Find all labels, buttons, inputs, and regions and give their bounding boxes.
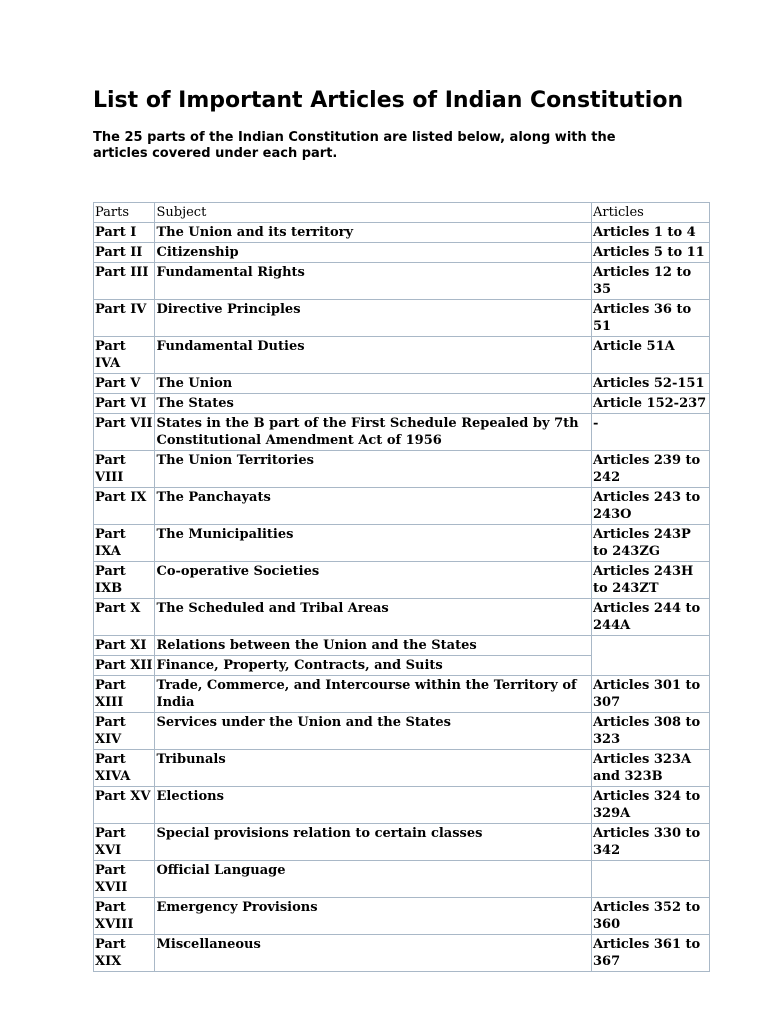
cell-part: Part IX bbox=[94, 488, 155, 525]
cell-subject: Citizenship bbox=[155, 243, 592, 263]
table-row bbox=[94, 243, 710, 263]
cell-articles: Articles 323A and 323B bbox=[592, 750, 710, 787]
cell-articles: Articles 352 to 360 bbox=[592, 898, 710, 935]
cell-articles: Articles 330 to 342 bbox=[592, 824, 710, 861]
cell-part: Part XIX bbox=[94, 935, 155, 972]
cell-part: Part XII bbox=[94, 656, 155, 676]
cell-articles: Articles 5 to 11 bbox=[592, 243, 710, 263]
table-row bbox=[94, 824, 710, 861]
cell-articles: Articles 324 to 329A bbox=[592, 787, 710, 824]
cell-articles: Articles 243H to 243ZT bbox=[592, 562, 710, 599]
cell-part: Part XV bbox=[94, 787, 155, 824]
cell-part: Part XIVA bbox=[94, 750, 155, 787]
cell-articles: Articles 239 to 242 bbox=[592, 451, 710, 488]
table-body bbox=[94, 203, 710, 972]
table-row bbox=[94, 636, 710, 656]
table-row bbox=[94, 263, 710, 300]
cell-articles bbox=[592, 861, 710, 898]
cell-subject: Emergency Provisions bbox=[155, 898, 592, 935]
cell-subject: The Panchayats bbox=[155, 488, 592, 525]
cell-articles: Article 51A bbox=[592, 337, 710, 374]
cell-part: Part III bbox=[94, 263, 155, 300]
table-row bbox=[94, 414, 710, 451]
table-row bbox=[94, 676, 710, 713]
cell-part: Part XVII bbox=[94, 861, 155, 898]
cell-part: Part I bbox=[94, 223, 155, 243]
constitution-parts-table bbox=[93, 202, 710, 972]
cell-part: Part IXB bbox=[94, 562, 155, 599]
table-row bbox=[94, 562, 710, 599]
table-row bbox=[94, 656, 710, 676]
cell-part: Part II bbox=[94, 243, 155, 263]
table-row bbox=[94, 599, 710, 636]
cell-articles bbox=[592, 656, 710, 676]
cell-subject: The Union bbox=[155, 374, 592, 394]
cell-articles: Articles 36 to 51 bbox=[592, 300, 710, 337]
cell-subject: The Scheduled and Tribal Areas bbox=[155, 599, 592, 636]
cell-part: Part X bbox=[94, 599, 155, 636]
cell-articles: Articles 244 to 244A bbox=[592, 599, 710, 636]
header-parts: Parts bbox=[94, 203, 155, 223]
table-row bbox=[94, 394, 710, 414]
page-title: List of Important Articles of Indian Constitution bbox=[93, 88, 684, 113]
cell-articles: Articles 301 to 307 bbox=[592, 676, 710, 713]
cell-articles bbox=[592, 636, 710, 656]
table-header-row bbox=[94, 203, 710, 223]
cell-subject: Fundamental Rights bbox=[155, 263, 592, 300]
cell-subject: Directive Principles bbox=[155, 300, 592, 337]
table-row bbox=[94, 488, 710, 525]
cell-part: Part XVI bbox=[94, 824, 155, 861]
table-row bbox=[94, 713, 710, 750]
cell-part: Part XIII bbox=[94, 676, 155, 713]
table-row bbox=[94, 374, 710, 394]
cell-part: Part V bbox=[94, 374, 155, 394]
table-row bbox=[94, 898, 710, 935]
cell-subject: Elections bbox=[155, 787, 592, 824]
table-row bbox=[94, 300, 710, 337]
table-row bbox=[94, 223, 710, 243]
cell-subject: Miscellaneous bbox=[155, 935, 592, 972]
cell-part: Part IXA bbox=[94, 525, 155, 562]
table-row bbox=[94, 750, 710, 787]
cell-subject: Co-operative Societies bbox=[155, 562, 592, 599]
cell-subject: The Union and its territory bbox=[155, 223, 592, 243]
cell-subject: Special provisions relation to certain classes bbox=[155, 824, 592, 861]
table-row bbox=[94, 337, 710, 374]
cell-subject: Fundamental Duties bbox=[155, 337, 592, 374]
cell-subject: The States bbox=[155, 394, 592, 414]
cell-part: Part IV bbox=[94, 300, 155, 337]
cell-articles: Article 152-237 bbox=[592, 394, 710, 414]
table-row bbox=[94, 861, 710, 898]
cell-part: Part XI bbox=[94, 636, 155, 656]
cell-part: Part VI bbox=[94, 394, 155, 414]
table-row bbox=[94, 935, 710, 972]
cell-articles: Articles 243 to 243O bbox=[592, 488, 710, 525]
cell-part: Part VIII bbox=[94, 451, 155, 488]
cell-subject: The Union Territories bbox=[155, 451, 592, 488]
table-row bbox=[94, 787, 710, 824]
cell-part: Part XIV bbox=[94, 713, 155, 750]
cell-articles: Articles 308 to 323 bbox=[592, 713, 710, 750]
cell-subject: Finance, Property, Contracts, and Suits bbox=[155, 656, 592, 676]
cell-articles: Articles 52-151 bbox=[592, 374, 710, 394]
cell-part: Part VII bbox=[94, 414, 155, 451]
cell-articles: - bbox=[592, 414, 710, 451]
table-row bbox=[94, 451, 710, 488]
cell-articles: Articles 1 to 4 bbox=[592, 223, 710, 243]
cell-subject: States in the B part of the First Schedule Repealed by 7th Constitutional Amendment Act of 1956 bbox=[155, 414, 592, 451]
cell-subject: Trade, Commerce, and Intercourse within the Territory of India bbox=[155, 676, 592, 713]
cell-subject: Relations between the Union and the States bbox=[155, 636, 592, 656]
intro-paragraph: The 25 parts of the Indian Constitution are listed below, along with the articles covered under each part. bbox=[93, 130, 616, 161]
header-articles: Articles bbox=[592, 203, 710, 223]
header-subject: Subject bbox=[155, 203, 592, 223]
cell-articles: Articles 12 to 35 bbox=[592, 263, 710, 300]
cell-part: Part IVA bbox=[94, 337, 155, 374]
cell-subject: The Municipalities bbox=[155, 525, 592, 562]
cell-subject: Services under the Union and the States bbox=[155, 713, 592, 750]
cell-articles: Articles 243P to 243ZG bbox=[592, 525, 710, 562]
document-page bbox=[93, 88, 713, 969]
table-row bbox=[94, 525, 710, 562]
cell-subject: Official Language bbox=[155, 861, 592, 898]
cell-part: Part XVIII bbox=[94, 898, 155, 935]
cell-articles: Articles 361 to 367 bbox=[592, 935, 710, 972]
cell-subject: Tribunals bbox=[155, 750, 592, 787]
